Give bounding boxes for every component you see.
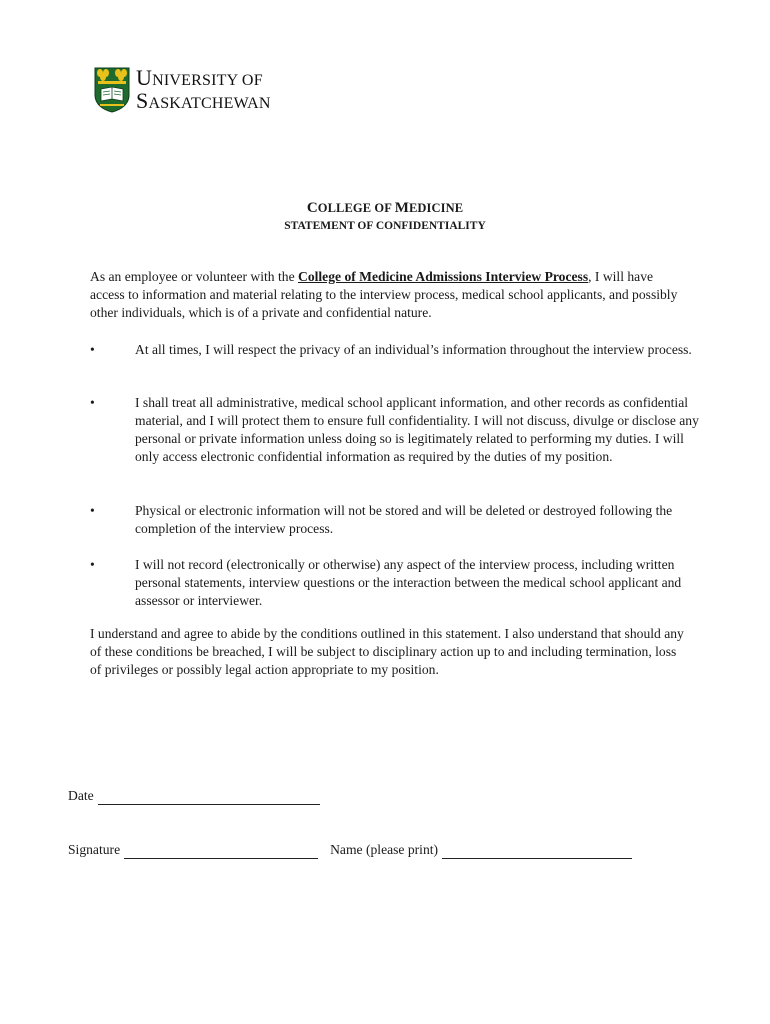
date-field-row bbox=[68, 787, 320, 805]
date-field[interactable] bbox=[98, 790, 320, 805]
signature-field-row bbox=[68, 841, 632, 859]
signature-field[interactable] bbox=[124, 844, 318, 859]
list-item-text: Physical or electronic information will not be stored and will be deleted or destroyed following the completion of the interview process. bbox=[135, 503, 673, 536]
closing-paragraph: I understand and agree to abide by the conditions outlined in this statement. I also understand that should any of these conditions be breached, I will be subject to disciplinary action up to and including termination, loss of privileges or possibly legal action appropriate to my position. bbox=[90, 626, 684, 677]
bullet-icon: • bbox=[90, 557, 95, 572]
name-field[interactable] bbox=[442, 844, 632, 859]
bullet-icon: • bbox=[90, 342, 95, 357]
wordmark-line-1: UNIVERSITY OF bbox=[136, 65, 263, 90]
college-heading: COLLEGE OF MEDICINE bbox=[306, 200, 464, 216]
signature-label: Signature bbox=[68, 842, 121, 857]
list-item-text: At all times, I will respect the privacy of an individual’s information throughout the interview process. bbox=[135, 342, 692, 357]
list-item-text: I will not record (electronically or otherwise) any aspect of the interview process, including written personal statements, interview questions or the interaction between the medical school applicant and assessor or interviewer. bbox=[135, 557, 682, 608]
bullet-icon: • bbox=[90, 395, 95, 410]
university-logo bbox=[94, 67, 271, 114]
program-name: College of Medicine Admissions Interview Process bbox=[298, 269, 589, 284]
bullet-icon: • bbox=[90, 503, 95, 518]
university-wordmark bbox=[136, 65, 271, 114]
wordmark-line-2: SASKATCHEWAN bbox=[136, 88, 271, 113]
document-title: STATEMENT OF CONFIDENTIALITY bbox=[284, 220, 486, 232]
intro-paragraph: As an employee or volunteer with the College of Medicine Admissions Interview Process, I will have access to information and material relating to the interview process, medical school applicants, and possibly other individuals, which is of a private and confidential nature. bbox=[90, 269, 678, 320]
list-item-text: I shall treat all administrative, medical school applicant information, and other records as confidential material, and I will protect them to ensure full confidentiality. I will not discuss, divulge or disclose any personal or private information unless doing so is legitimately related to performing my duties. I will only access electronic confidential information as required by the duties of my position. bbox=[135, 395, 699, 464]
university-crest-icon bbox=[94, 67, 130, 113]
name-label: Name (please print) bbox=[330, 842, 439, 857]
date-label: Date bbox=[68, 788, 94, 803]
